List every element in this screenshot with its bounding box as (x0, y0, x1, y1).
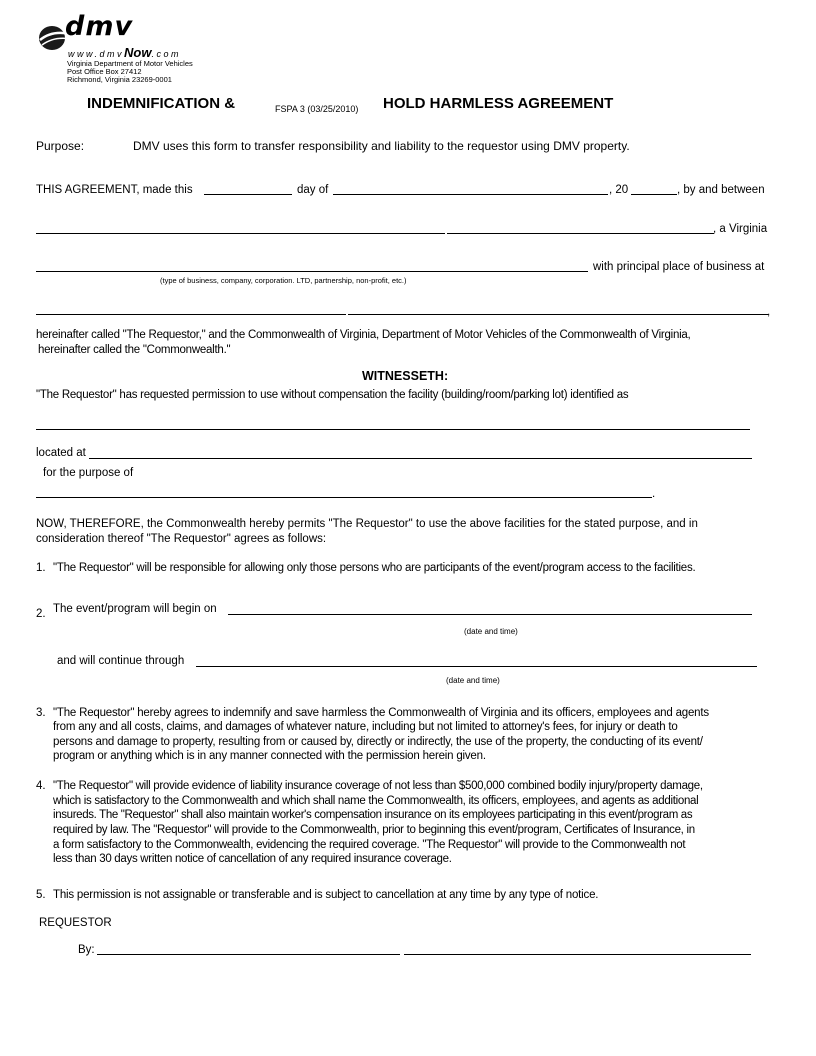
location-field[interactable] (89, 458, 752, 459)
year-prefix: , 20 (609, 184, 629, 196)
item-3-line: program or anything which is in any manner connected with the permission herein given. (53, 750, 486, 762)
purpose-of-label: for the purpose of (43, 467, 134, 479)
by-label: By: (78, 944, 95, 956)
title-left: INDEMNIFICATION & (87, 95, 236, 112)
item-4-line: less than 30 days written notice of cancellation of any required insurance coverage. (53, 853, 452, 865)
item-4-line: insureds. The "Requestor" shall also maintain worker's compensation insurance on its employees participating in this event/program as (53, 809, 693, 821)
address-line: Richmond, Virginia 23269-0001 (67, 75, 172, 85)
month-field[interactable] (333, 194, 608, 195)
day-of-label: day of (297, 184, 329, 196)
event-purpose-field[interactable] (36, 497, 652, 498)
requestor-label: REQUESTOR (39, 917, 112, 929)
logo-wordmark: dmv (65, 11, 134, 42)
item-2-begin-label: The event/program will begin on (53, 603, 217, 615)
address-comma: , (767, 306, 771, 318)
item-3-line: from any and all costs, claims, and damages of whatever nature, including but not limited to attorney's fees, for injury or death to (53, 721, 678, 733)
title-right: HOLD HARMLESS AGREEMENT (383, 95, 614, 112)
hereinafter-line-2: hereinafter called the "Commonwealth." (38, 344, 231, 356)
begin-date-caption: (date and time) (464, 627, 518, 636)
made-this-label: THIS AGREEMENT, made this (36, 184, 193, 196)
now-therefore-line-1: NOW, THEREFORE, the Commonwealth hereby permits "The Requestor" to use the above facilities for the stated purpose, and in (36, 518, 698, 530)
begin-date-field[interactable] (228, 614, 752, 615)
hereinafter-line-1: hereinafter called "The Requestor," and the Commonwealth of Virginia, Department of Motor Vehicles of the Commonwealth of Virginia, (36, 329, 691, 341)
purpose-period: . (652, 488, 656, 500)
end-date-caption: (date and time) (446, 676, 500, 685)
form-id: FSPA 3 (03/25/2010) (275, 104, 359, 114)
a-virginia-label: , a Virginia (713, 223, 768, 235)
day-field[interactable] (204, 194, 292, 195)
business-address-field[interactable] (36, 314, 346, 315)
business-type-field[interactable] (36, 271, 588, 272)
purpose-text: DMV uses this form to transfer responsibility and liability to the requestor using DMV property. (133, 139, 630, 153)
dmv-address (67, 60, 193, 85)
purpose-label: Purpose: (36, 139, 85, 153)
year-field[interactable] (631, 194, 677, 195)
item-2-continue-label: and will continue through (57, 655, 185, 667)
business-type-caption: (type of business, company, corporation. LTD, partnership, non-profit, etc.) (160, 276, 407, 285)
item-4-line: required by law. The "Requestor" will provide to the Commonwealth, prior to beginning this event/program, Certificates of Insurance, in (53, 824, 695, 836)
now-therefore-line-2: consideration thereof "The Requestor" agrees as follows: (36, 533, 327, 545)
address-line: Virginia Department of Motor Vehicles (67, 59, 193, 68)
item-2-number: 2. (36, 608, 46, 620)
item-4-line: "The Requestor" will provide evidence of liability insurance coverage of not less than $500,000 combined bodily injury/property damage, (53, 780, 703, 792)
item-4-number: 4. (36, 780, 46, 792)
logo-url: www.dmvNow.com (68, 45, 181, 60)
signature-field[interactable] (97, 954, 400, 955)
item-4-line: a form satisfactory to the Commonwealth, evidencing the required coverage. "The Requestor" will provide to the Commonwealth not (53, 839, 686, 851)
signature-title-field[interactable] (404, 954, 751, 955)
item-5-number: 5. (36, 889, 46, 901)
request-text: "The Requestor" has requested permission to use without compensation the facility (building/room/parking lot) identified as (36, 389, 629, 401)
item-3-number: 3. (36, 707, 46, 719)
witnesseth-heading: WITNESSETH: (362, 369, 449, 383)
item-4-line: which is satisfactory to the Commonwealth and which shall name the Commonwealth, its officers, employees, and agents as additional (53, 795, 699, 807)
item-5-text: This permission is not assignable or transferable and is subject to cancellation at any time by any type of notice. (53, 889, 599, 901)
address-line: Post Office Box 27412 (67, 67, 142, 77)
located-at-label: located at (36, 447, 86, 459)
item-3-line: persons and damage to property, resulting from or caused by, directly or indirectly, the use of the property, the conducting of its event/ (53, 736, 703, 748)
item-1-number: 1. (36, 562, 46, 574)
requestor-name-field-2[interactable] (447, 233, 714, 234)
by-and-between-label: , by and between (677, 184, 765, 196)
business-address-field-2[interactable] (348, 314, 768, 315)
facility-field[interactable] (36, 429, 750, 430)
item-1-text: "The Requestor" will be responsible for allowing only those persons who are participants of the event/program access to the facilities. (53, 562, 696, 574)
principal-place-label: with principal place of business at (593, 261, 765, 273)
requestor-name-field[interactable] (36, 233, 445, 234)
item-3-line: "The Requestor" hereby agrees to indemnify and save harmless the Commonwealth of Virginia and its officers, employees and agents (53, 707, 709, 719)
end-date-field[interactable] (196, 666, 757, 667)
